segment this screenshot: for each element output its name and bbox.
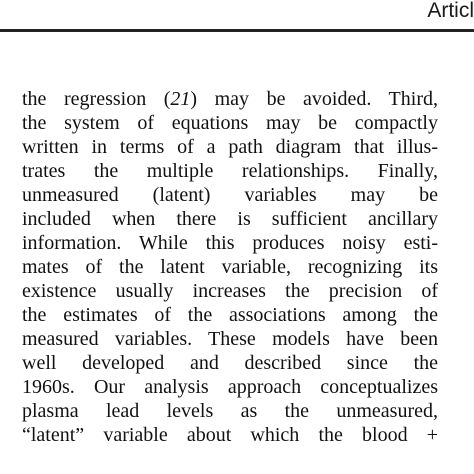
body-paragraph <box>22 87 438 447</box>
text-line: mates of the latent variable, recognizing its <box>22 256 438 278</box>
text-line: plasma lead levels as the unmeasured, <box>22 400 438 422</box>
text-line: well developed and described since the <box>22 352 438 374</box>
text-line: the estimates of the associations among the <box>22 304 438 326</box>
text-line: trates the multiple relationships. Finally, <box>22 160 438 182</box>
article-header-label: Articl <box>427 0 474 22</box>
citation-number: 21 <box>170 88 191 110</box>
text-line: included when there is sufficient ancillary <box>22 208 438 230</box>
text-line: measured variables. These models have been <box>22 328 438 350</box>
text-line: unmeasured (latent) variables may be <box>22 184 438 206</box>
text-line: existence usually increases the precision of <box>22 280 438 302</box>
text-line: information. While this produces noisy esti- <box>22 232 438 254</box>
text-line: “latent” variable about which the blood + <box>22 424 438 446</box>
text-line: 1960s. Our analysis approach conceptualizes <box>22 376 438 398</box>
text-line: the system of equations may be compactly <box>22 112 438 134</box>
text-line: written in terms of a path diagram that illus- <box>22 136 438 158</box>
text-line: the regression (21) may be avoided. Third, <box>22 88 438 110</box>
header-rule <box>0 29 474 32</box>
